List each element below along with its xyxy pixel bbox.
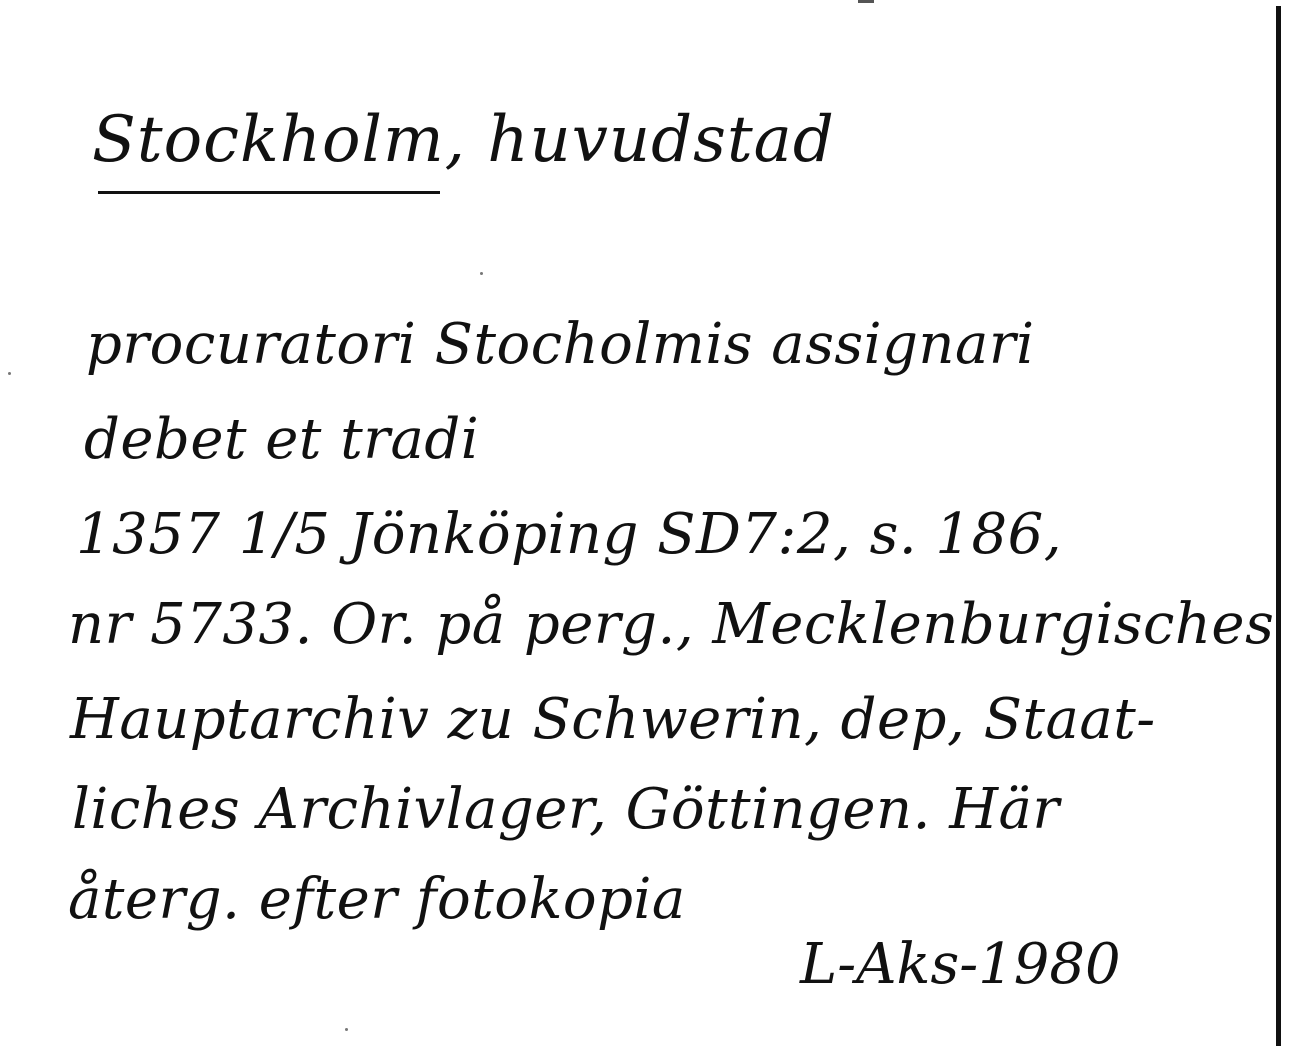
card-text-line: procuratori Stocholmis assignari	[86, 312, 1035, 377]
card-text-line: debet et tradi	[84, 407, 480, 472]
card-text-line: Hauptarchiv zu Schwerin, dep, Staat-	[70, 687, 1156, 752]
heading-underline	[98, 191, 440, 194]
scan-speck	[8, 372, 11, 375]
scan-speck	[480, 272, 483, 275]
card-text-line: liches Archivlager, Göttingen. Här	[72, 777, 1060, 842]
card-edge-rule	[1276, 6, 1281, 1046]
card-text-line: 1357 1/5 Jönköping SD7:2, s. 186,	[76, 502, 1063, 567]
card-text-line: återg. efter fotokopia	[68, 867, 686, 932]
signature: L-Aks-1980	[800, 932, 1121, 997]
scan-artifact	[858, 0, 874, 3]
card-heading: Stockholm, huvudstad	[92, 103, 835, 177]
scan-speck	[345, 1028, 348, 1031]
card-text-line: nr 5733. Or. på perg., Mecklenburgisches	[68, 592, 1275, 657]
